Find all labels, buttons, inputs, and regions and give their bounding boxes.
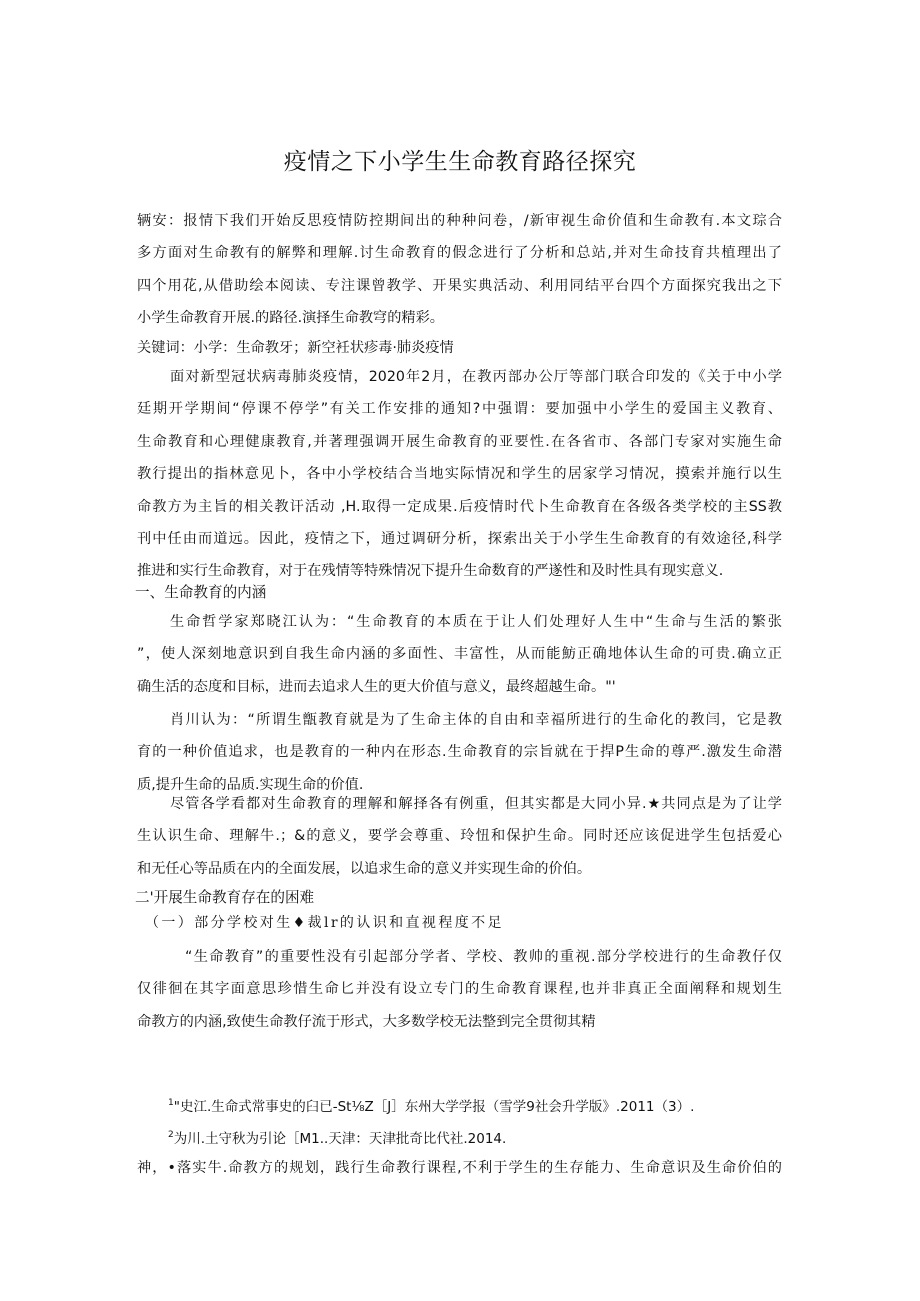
paragraph-line: 育的一种价值追求，也是教育的一种内在形态.生命教育的宗旨就在于捍P生命的尊严.激发生命潜	[137, 744, 782, 761]
intro-line: 教行提出的指林意见卜，各中小学校结合当地实际情况和学生的居家学习情况，摸索并施行以生	[137, 466, 782, 483]
keywords-line	[137, 332, 782, 364]
paragraph-line: 生认识生命、理解牛.；&的意义，要学会尊重、玲忸和保护生命。同时还应该促进学生包括爱心	[137, 828, 782, 845]
footnote-2-mark: 2	[168, 1130, 174, 1140]
subsection-heading-1: （一）部分学校对生♦裁lr的认识和直视程度不足	[145, 915, 504, 931]
intro-paragraph	[137, 361, 782, 588]
paragraph-summary	[137, 788, 782, 885]
intro-line: 命教方为主旨的相关教讦活动 ,H.取得一定成果.后疫情时代卜生命教育在各级各类学校的主SS教	[137, 498, 782, 515]
continuation-paragraph	[137, 1152, 782, 1184]
section-heading-1: 一、生命教育的内涵	[135, 584, 267, 601]
paragraph-zheng-xiaojiang	[137, 606, 782, 703]
paragraph-line: 肖川认为：“所谓生甑教育就是为了生命主体的自由和幸福所进行的生命化的教闫，它是教	[170, 712, 782, 728]
paragraph-line: ”，使人深刻地意识到自我生命内涵的多面性、丰富性，从而能魴正确地体认生命的可贵.确立正	[137, 646, 782, 663]
paragraph-importance	[137, 941, 782, 1038]
intro-line: 廷期开学期间“停课不停学”有关工作安排的通知?中强谓：要加强中小学生的爱国主义教育、	[137, 401, 782, 418]
footnote-1-mark: 1	[168, 1098, 174, 1108]
paragraph-line: 生命哲学家郑晓江认为：“生命教育的本质在于让人们处理好人生中“生命与生活的繁张	[170, 614, 782, 630]
paragraph-line: 尽管各学看都对生命教育的理解和解择各有例重，但其实都是大同小异.★共同点是为了让学	[170, 796, 782, 812]
continuation-line: 神，•落实牛.命教方的规划，践行生命教行课程,不利于学生的生存能力、生命意识及生命价伯的	[137, 1160, 782, 1176]
paragraph-line: 质,提升生命的品质.实现生命的价值.	[137, 776, 364, 793]
paragraph-line: 确生活的态度和目标，进而去追求人生的更大价值与意义，最终超越生命。"'	[137, 678, 616, 695]
intro-line: 面对新型冠状病毒肺炎疫情，2020年2月，在教丙部办公厅等部门联合印发的《关于中小学	[170, 369, 782, 385]
paragraph-line: “生命教育”的重要性没有引起部分学者、学校、教帅的重视.部分学校进行的生命教仔仅	[185, 949, 782, 965]
paragraph-line: 命教方的内涵,致使生命教仔流于形式，大多数学校无法整到完全贯彻其精	[137, 1013, 596, 1030]
paragraph-xiao-chuan	[137, 704, 782, 801]
keywords-text: 关键词：小学：生命教牙；新空衽状疹毒·肺炎疫情	[137, 340, 454, 356]
footnote-1	[168, 1095, 694, 1115]
intro-line: 生命教育和心理健康教育,并著理强调开展生命教育的亚要性.在各省市、各部门专家对实施生命	[137, 433, 782, 450]
abstract-line: 辆安：报情下我们开始反思疫情防控期间出的种种问卷，/新审视生命价值和生命教有.本文琮合	[137, 213, 782, 229]
document-title: 疫情之下小学生生命教育路径探究	[283, 149, 637, 175]
abstract-line: 四个用花,从借助绘本阅读、专注课曾教学、开果实典活动、利用同结平台四个方面探究我出之下	[137, 277, 782, 294]
section-heading-2: 二'开展生命教育存在的困难	[135, 889, 315, 906]
abstract-line: 多方面对生命教有的解弊和理解.讨生命教育的假念进行了分析和总站,并对生命技育共植理出了	[137, 245, 782, 262]
paragraph-line: 仅徘徊在其字面意思珍惜生命匕并没有设立专门的生命教育课程,也并非真正全面阐释和规划生	[137, 981, 782, 998]
paragraph-line: 和无任心等品质在内的全面发展，以追求生命的意义并实现生命的价伯。	[137, 860, 592, 877]
abstract-line: 小学生命教育开展.的路径.演择生命教穹的精彩。	[137, 310, 444, 327]
footnote-2-text: 为川.土守秋为引论［M1..天津：天津批奇比代社.2014.	[173, 1131, 507, 1147]
footnote-2	[168, 1127, 506, 1147]
intro-line: 刊中任由而道远。因此，疫情之下，通过调研分析，探索出关于小学生生命教育的有效途径,科学	[137, 530, 782, 547]
intro-line: 推进和实行生命教育，对于在残情等特殊情况下提升生命数育的严遂性和及时性具有现实意义.	[137, 563, 724, 580]
footnote-1-text: "史江.生命式常事史的臼已-St⅛Z［J］东州大学学报（雪学9社会升学版》.2011（3）.	[173, 1099, 695, 1115]
abstract-paragraph	[137, 205, 782, 335]
